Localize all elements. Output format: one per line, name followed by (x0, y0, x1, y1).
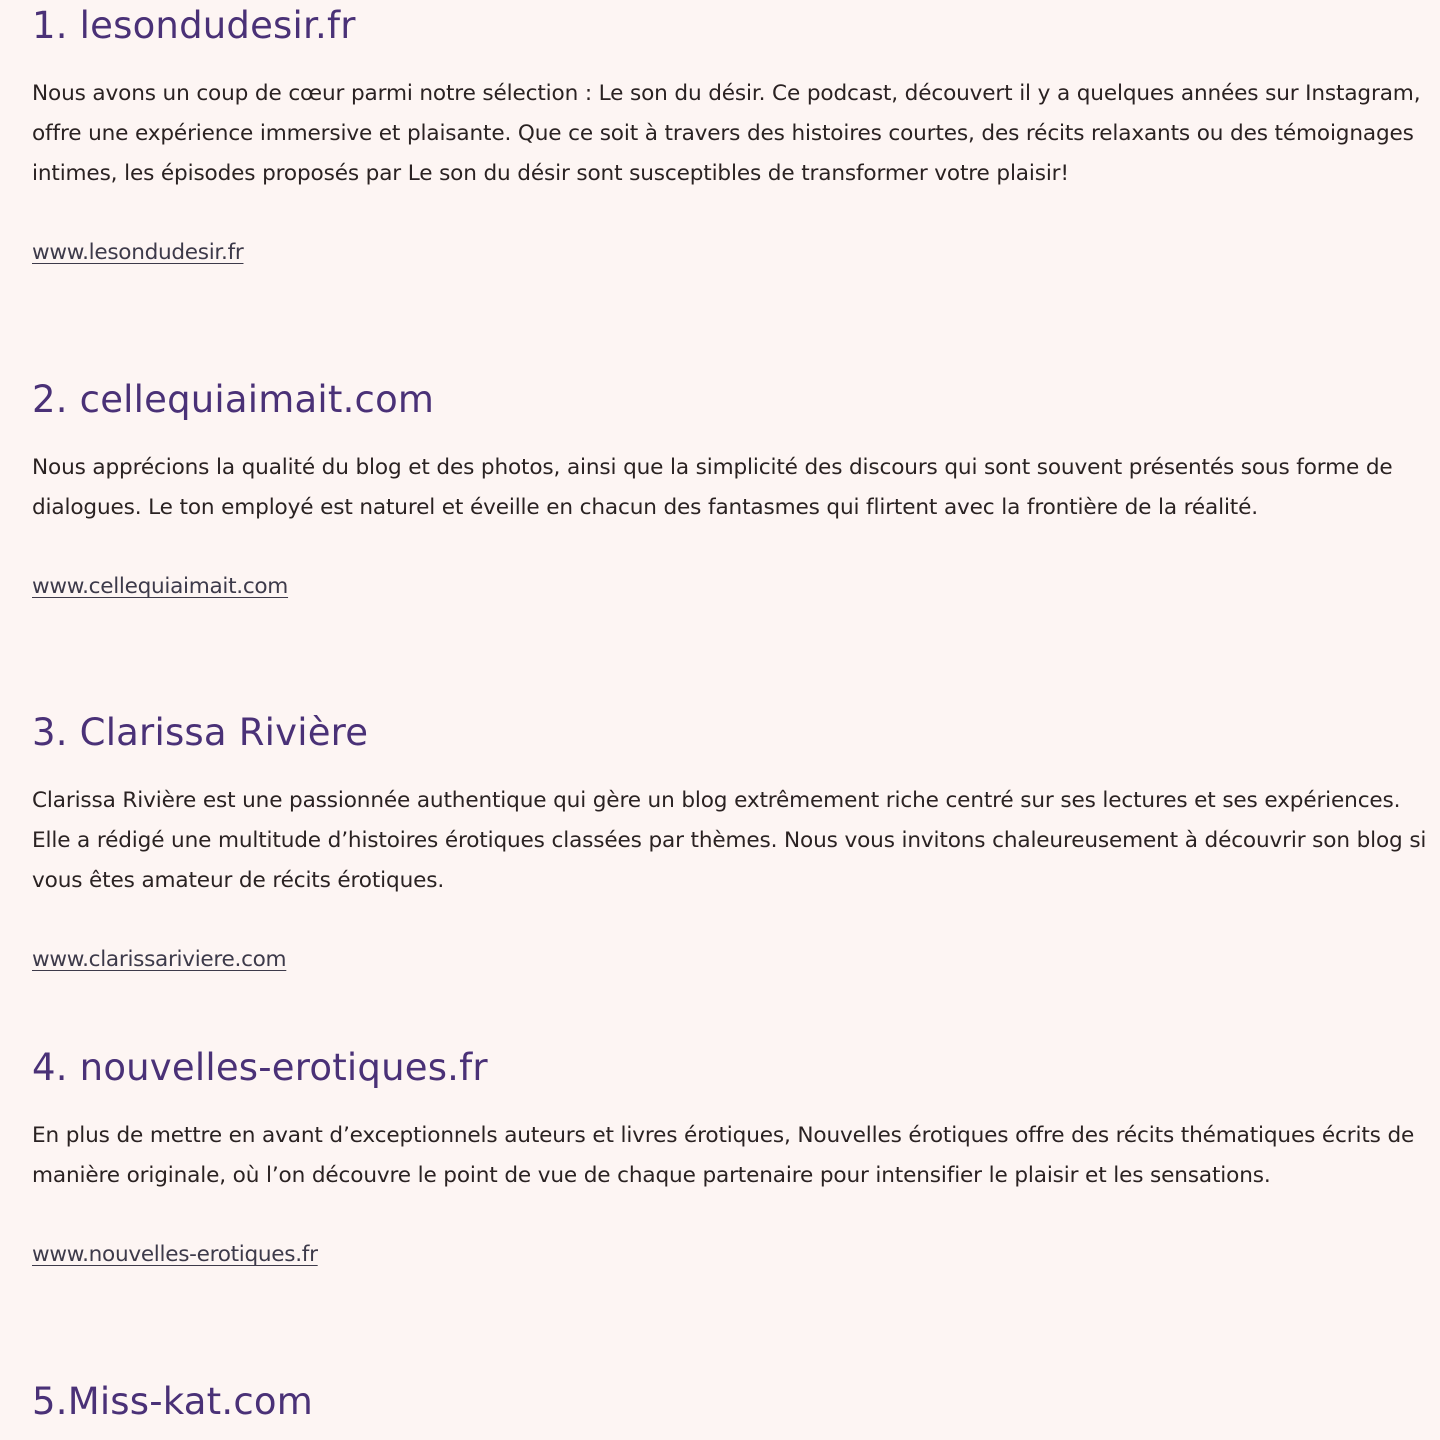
entry-description: En plus de mettre en avant d’exceptionnels auteurs et livres érotiques, Nouvelles érotiques offre des récits thématiques écrits de manière originale, où l’on découvre le point de vue de chaque partenaire pour intensifier le plaisir et les sensations. (32, 1123, 1415, 1188)
entry-heading: 1. lesondudesir.fr (32, 4, 356, 47)
entry-link[interactable]: www.lesondudesir.fr (32, 240, 244, 265)
entry-heading: 4. nouvelles-erotiques.fr (32, 1046, 488, 1089)
entry-heading: 3. Clarissa Rivière (32, 711, 369, 754)
entry-description: Nous apprécions la qualité du blog et des photos, ainsi que la simplicité des discours qui sont souvent présentés sous forme de dialogues. Le ton employé est naturel et éveille en chacun des fantasmes qui flirtent avec la frontière de la réalité. (32, 455, 1393, 520)
entry-heading: 2. cellequiaimait.com (32, 378, 435, 421)
list-item (32, 1044, 1427, 1274)
entry-link[interactable]: www.clarissariviere.com (32, 947, 287, 972)
entry-link[interactable]: www.nouvelles-erotiques.fr (32, 1242, 318, 1267)
list-item (32, 1378, 1427, 1426)
list-item (32, 709, 1427, 979)
entry-link[interactable]: www.cellequiaimait.com (32, 574, 289, 599)
list-item (32, 376, 1427, 606)
entry-heading: 5.Miss-kat.com (32, 1380, 313, 1423)
list-item (32, 2, 1427, 272)
entry-description: Clarissa Rivière est une passionnée authentique qui gère un blog extrêmement riche centré sur ses lectures et ses expériences. Elle a rédigé une multitude d’histoires érotiques classées par thèmes. Nous vous invitons chaleureusement à découvrir son blog si vous êtes amateur de récits érotiques. (32, 788, 1427, 893)
entry-description: Nous avons un coup de cœur parmi notre sélection : Le son du désir. Ce podcast, découvert il y a quelques années sur Instagram, offre une expérience immersive et plaisante. Que ce soit à travers des histoires courtes, des récits relaxants ou des témoignages intimes, les épisodes proposés par Le son du désir sont susceptibles de transformer votre plaisir! (32, 81, 1421, 186)
